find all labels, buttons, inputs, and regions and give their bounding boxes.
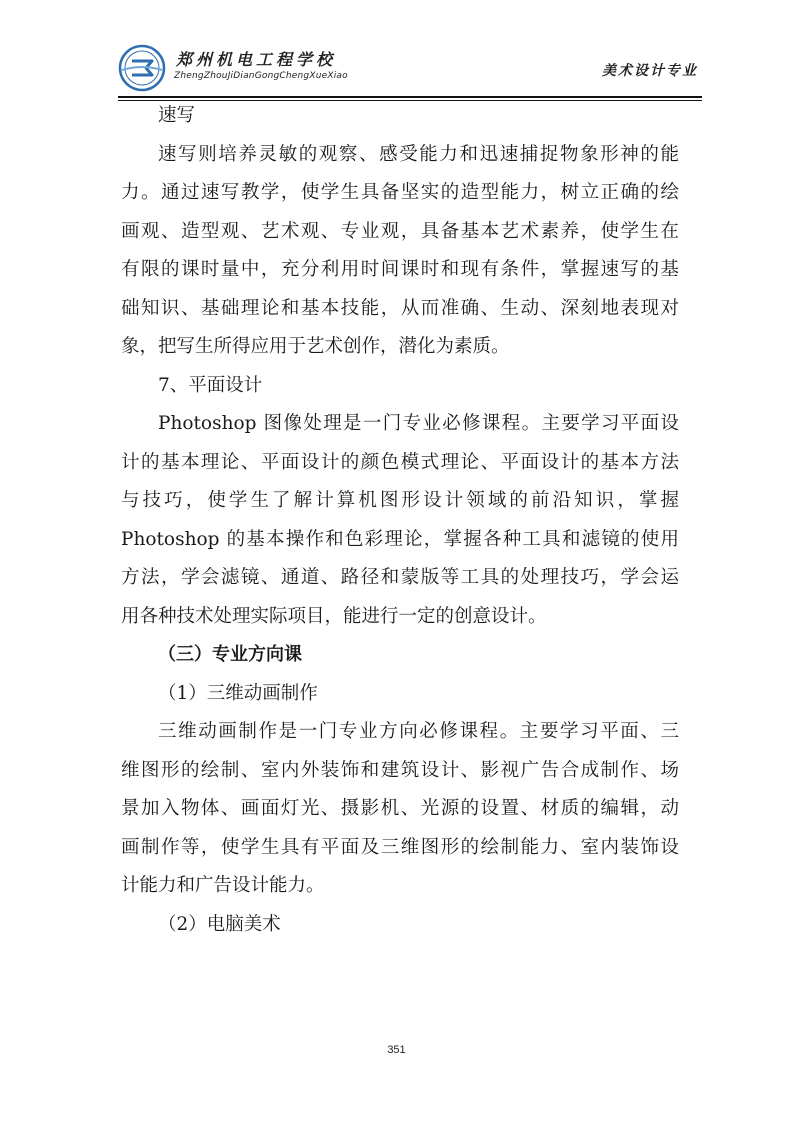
text-line: Photoshop 图像处理是一门专业必修课程。主要学习平面设 [158, 413, 679, 434]
text-line: 计的基本理论、平面设计的颜色模式理论、平面设计的基本方法 [121, 451, 679, 473]
text-line: 维图形的绘制、室内外装饰和建筑设计、影视广告合成制作、场 [121, 759, 679, 781]
text-line: 与技巧，使学生了解计算机图形设计领域的前沿知识，掌握 [121, 490, 679, 511]
text-line: 画制作等，使学生具有平面及三维图形的绘制能力、室内装饰设 [121, 836, 679, 858]
text-line: 速写 [158, 105, 196, 126]
text-line: 础知识、基础理论和基本技能，从而准确、生动、深刻地表现对 [121, 297, 679, 319]
text-line: Photoshop 的基本操作和色彩理论，掌握各种工具和滤镜的使用 [121, 528, 679, 550]
text-line: 方法，学会滤镜、通道、路径和蒙版等工具的处理技巧，学会运 [121, 567, 679, 588]
school-name-chinese: 郑州机电工程学校 [176, 50, 337, 69]
text-line: 计能力和广告设计能力。 [121, 875, 325, 896]
section-heading: （三）专业方向课 [158, 644, 302, 665]
text-line: 用各种技术处理实际项目，能进行一定的创意设计。 [121, 605, 547, 627]
text-line: 力。通过速写教学，使学生具备坚实的造型能力，树立正确的绘 [121, 182, 679, 203]
text-line: 三维动画制作是一门专业方向必修课程。主要学习平面、三 [158, 721, 679, 742]
school-emblem-icon [118, 44, 166, 92]
school-name-pinyin: ZhengZhouJiDianGongChengXueXiao [174, 71, 348, 81]
text-line: 象，把写生所得应用于艺术创作，潜化为素质。 [121, 336, 510, 357]
text-line: 画观、造型观、艺术观、专业观，具备基本艺术素养，使学生在 [121, 220, 679, 242]
text-line: （2）电脑美术 [158, 913, 281, 935]
text-line: 景加入物体、画面灯光、摄影机、光源的设置、材质的编辑，动 [121, 798, 679, 819]
text-line: 7、平面设计 [158, 374, 263, 396]
page-number: 351 [387, 1044, 406, 1056]
text-line: 有限的课时量中，充分利用时间课时和现有条件，掌握速写的基 [121, 259, 679, 280]
page-header [118, 38, 702, 100]
document-body [121, 97, 679, 944]
text-line: 速写则培养灵敏的观察、感受能力和迅速捕捉物象形神的能 [158, 143, 679, 165]
major-name: 美术设计专业 [602, 63, 698, 79]
text-line: （1）三维动画制作 [158, 682, 318, 704]
